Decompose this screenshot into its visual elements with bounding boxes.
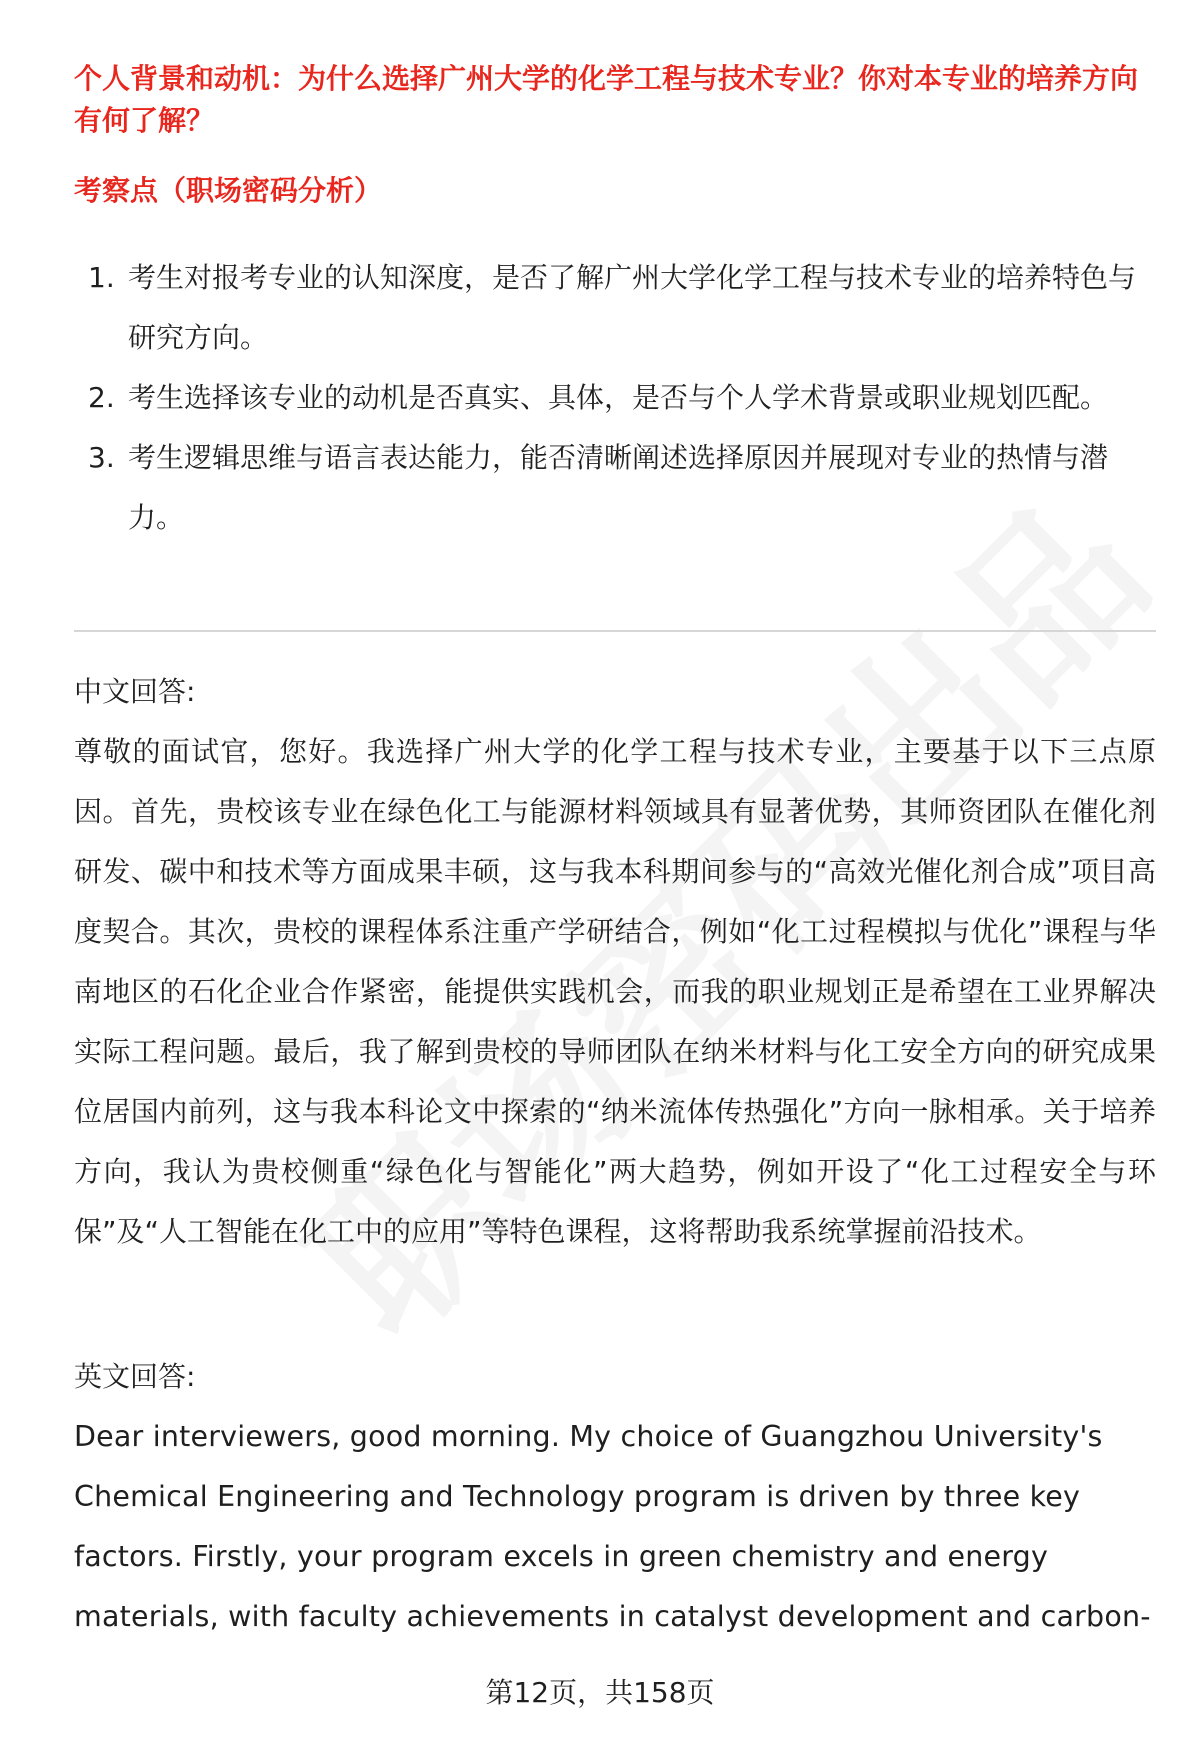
assessment-list <box>74 248 1156 548</box>
section-divider <box>74 630 1156 632</box>
question-title: 个人背景和动机：为什么选择广州大学的化学工程与技术专业？你对本专业的培养方向有何了解？ <box>74 62 1139 137</box>
english-answer-body: Dear interviewers, good morning. My choice of Guangzhou University's Chemical Engineering and Technology program is driven by three key factors. Firstly, your program excels in green chemistry and energy materials, with faculty achievements in catalyst development and carbon- <box>74 1420 1151 1633</box>
item-text: 考生选择该专业的动机是否真实、具体，是否与个人学术背景或职业规划匹配。 <box>128 381 1109 414</box>
chinese-answer-body: 尊敬的面试官，您好。我选择广州大学的化学工程与技术专业，主要基于以下三点原因。首先，贵校该专业在绿色化工与能源材料领域具有显著优势，其师资团队在催化剂研发、碳中和技术等方面成果丰硕，这与我本科期间参与的“高效光催化剂合成”项目高度契合。其次，贵校的课程体系注重产学研结合，例如“化工过程模拟与优化”课程与华南地区的石化企业合作紧密，能提供实践机会，而我的职业规划正是希望在工业界解决实际工程问题。最后，我了解到贵校的导师团队在纳米材料与化工安全方向的研究成果位居国内前列，这与我本科论文中探索的“纳米流体传热强化”方向一脉相承。关于培养方向，我认为贵校侧重“绿色化与智能化”两大趋势，例如开设了“化工过程安全与环保”及“人工智能在化工中的应用”等特色课程，这将帮助我系统掌握前沿技术。 <box>74 735 1156 1248</box>
assessment-item <box>74 248 1156 368</box>
english-answer-label: 英文回答: <box>74 1360 196 1393</box>
item-text: 考生对报考专业的认知深度，是否了解广州大学化学工程与技术专业的培养特色与研究方向。 <box>128 261 1137 354</box>
assessment-title: 考察点（职场密码分析） <box>74 174 383 207</box>
assessment-item <box>74 368 1156 428</box>
item-number: 2. <box>88 381 115 414</box>
page-footer: 第12页，共158页 <box>485 1676 715 1709</box>
item-number: 1. <box>88 261 115 294</box>
assessment-item <box>74 428 1156 548</box>
item-text: 考生逻辑思维与语言表达能力，能否清晰阐述选择原因并展现对专业的热情与潜力。 <box>128 441 1109 534</box>
chinese-answer-label: 中文回答: <box>74 675 196 708</box>
item-number: 3. <box>88 441 115 474</box>
